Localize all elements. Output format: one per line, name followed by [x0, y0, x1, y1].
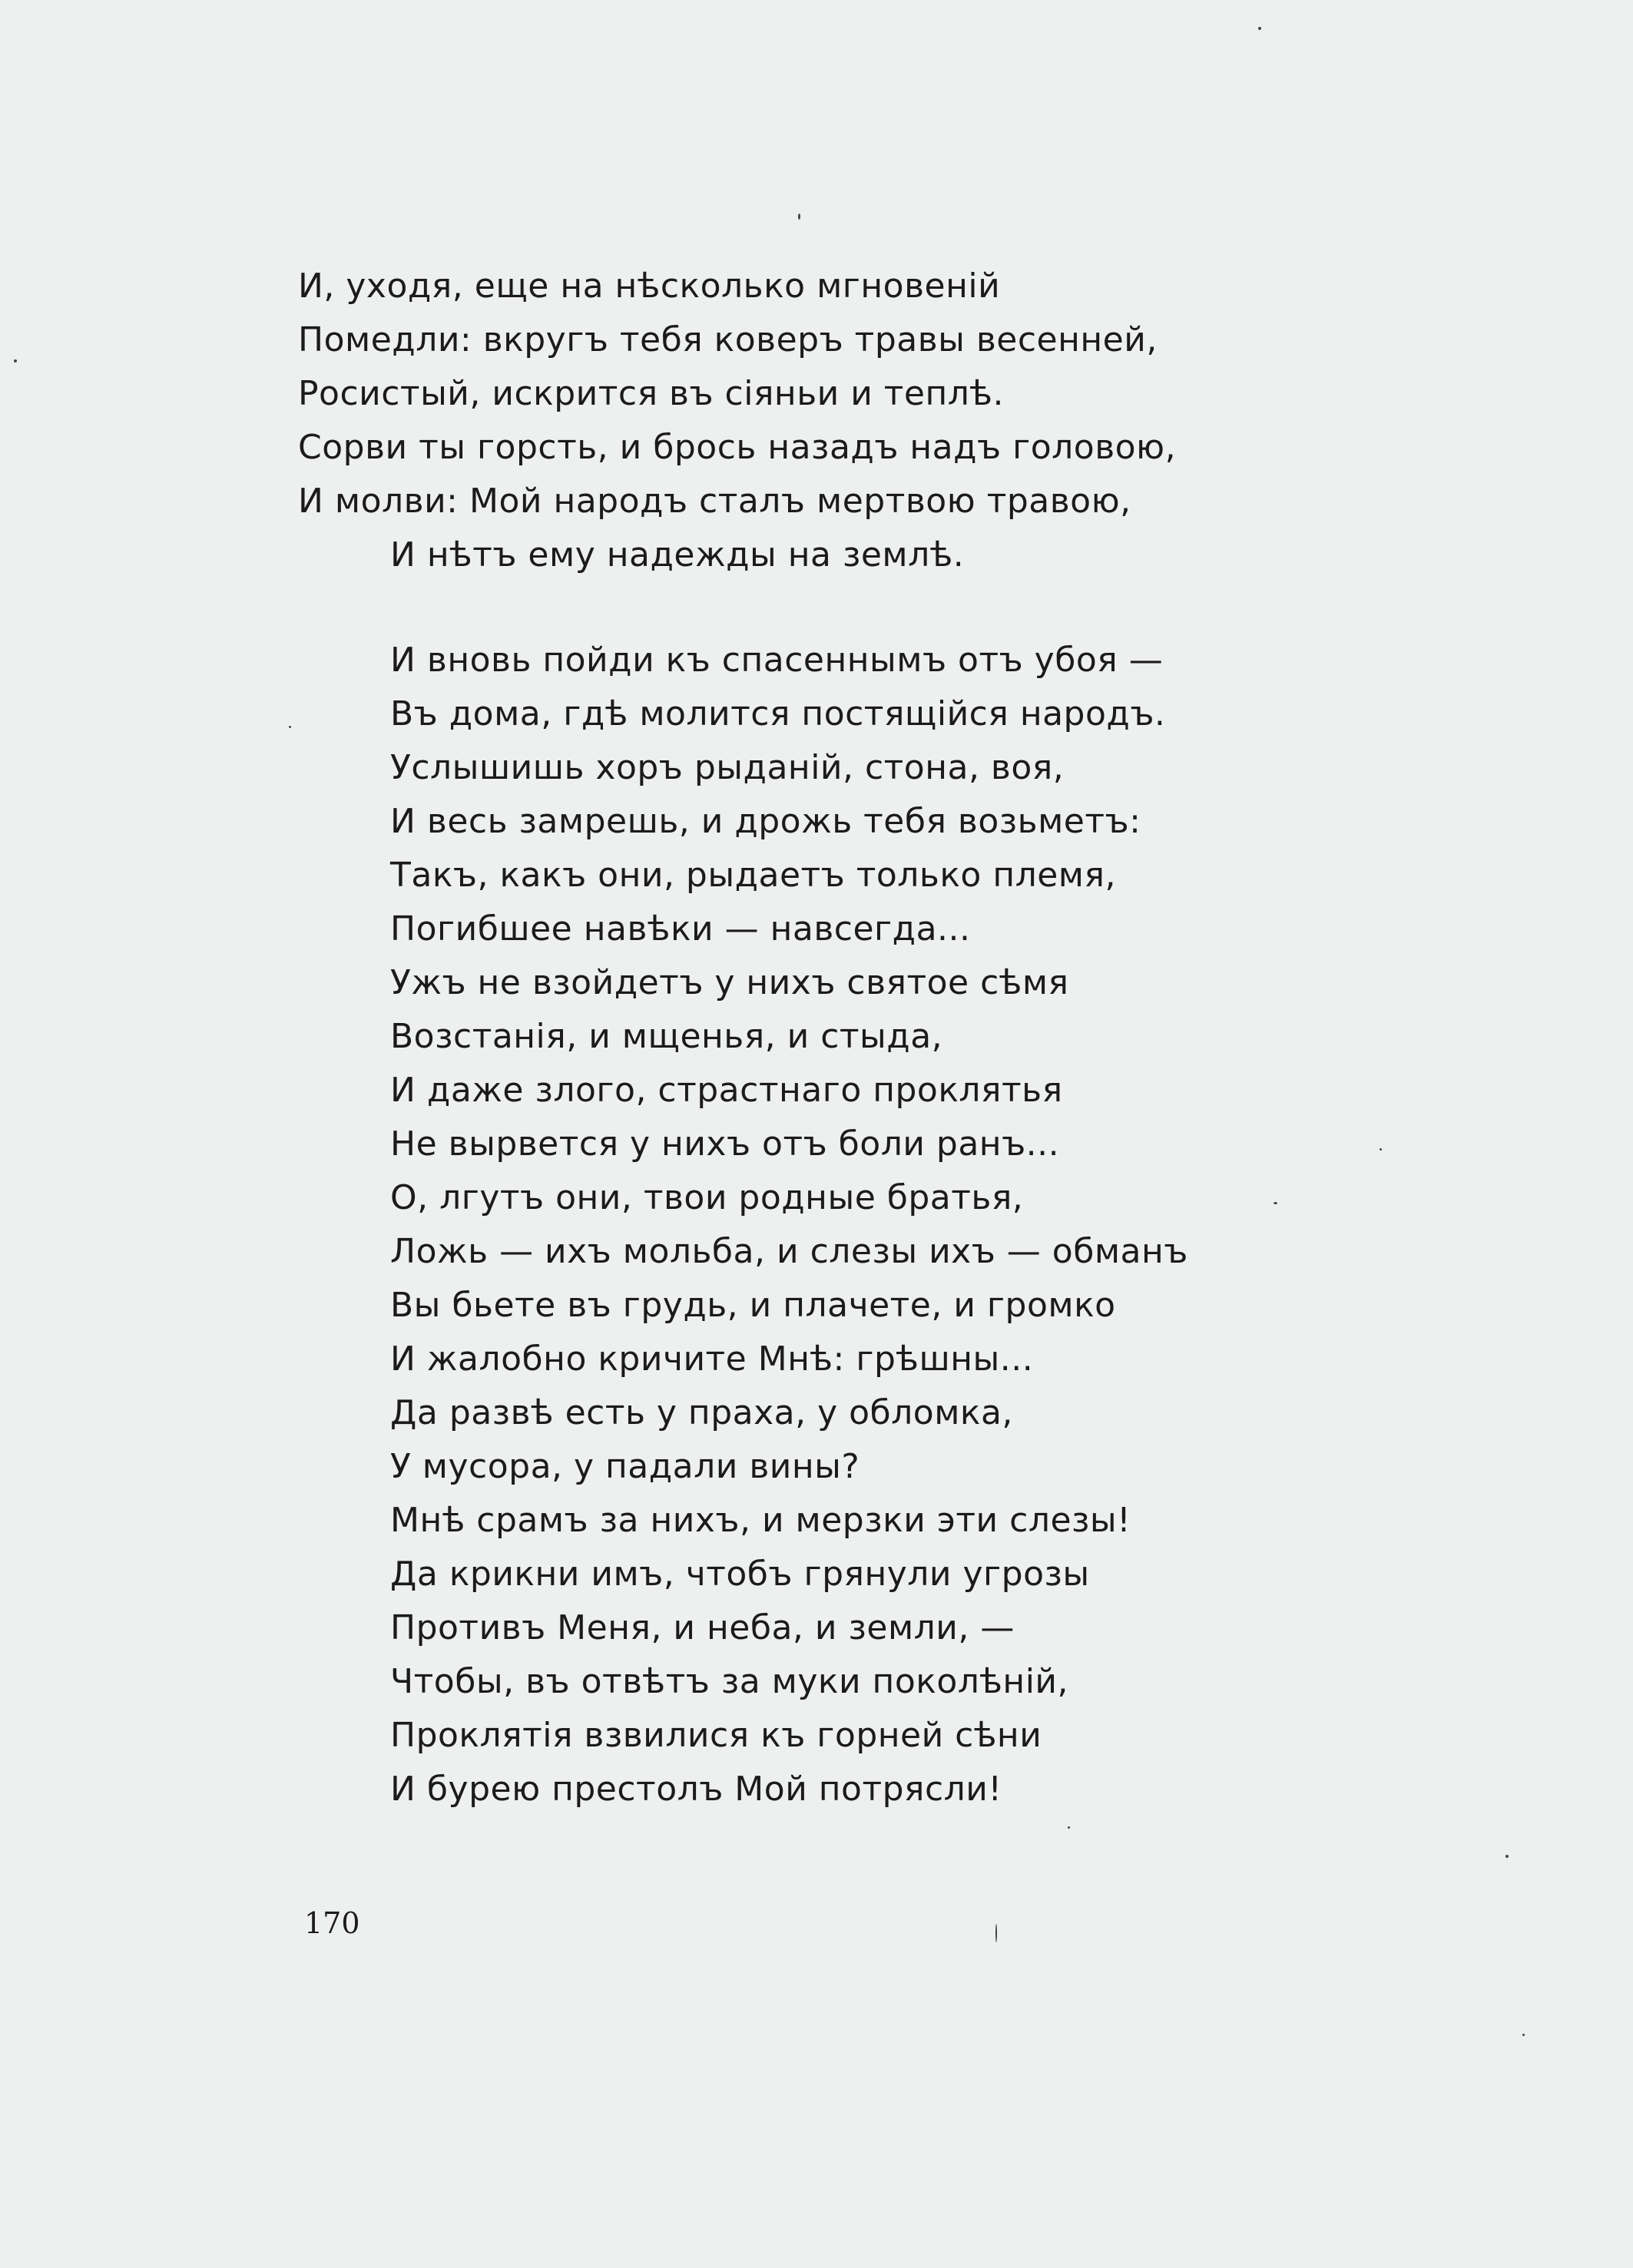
poem-line: О, лгутъ они, твои родные братья,: [390, 1178, 1024, 1217]
poem-line: Сорви ты горсть, и брось назадъ надъ головою,: [298, 428, 1177, 467]
poem-line: Ложь — ихъ мольба, и слезы ихъ — обманъ: [390, 1232, 1188, 1271]
poem-line: Мнѣ срамъ за нихъ, и мерзки эти слезы!: [390, 1501, 1131, 1540]
poem-line: Въ дома, гдѣ молится постящійся народъ.: [390, 694, 1166, 733]
poem-stanza-1: [298, 260, 1176, 582]
poem-line: Помедли: вкругъ тебя коверъ травы весенней,: [298, 320, 1158, 359]
paper-speck: [1274, 1202, 1277, 1204]
paper-speck: [1505, 1855, 1509, 1858]
poem-line: Возстанія, и мщенья, и стыда,: [390, 1017, 943, 1056]
poem-stanza-2: [390, 634, 1188, 1816]
paper-speck: [1522, 2034, 1525, 2036]
poem-line: Противъ Меня, и неба, и земли, —: [390, 1608, 1015, 1647]
poem-line: Вы бьете въ грудь, и плачете, и громко: [390, 1286, 1116, 1325]
poem-line: И, уходя, еще на нѣсколько мгновеній: [298, 267, 1001, 306]
paper-speck: [1380, 1148, 1382, 1151]
poem-line: Не вырвется у нихъ отъ боли ранъ...: [390, 1124, 1060, 1164]
poem-line: Такъ, какъ они, рыдаетъ только племя,: [390, 856, 1116, 895]
poem-line: И молви: Мой народъ сталъ мертвою травою,: [298, 482, 1131, 521]
poem-line: Ужъ не взойдетъ у нихъ святое сѣмя: [390, 963, 1069, 1002]
poem-line: И даже злого, страстнаго проклятья: [390, 1071, 1063, 1110]
poem-line: Чтобы, въ отвѣтъ за муки поколѣній,: [390, 1662, 1068, 1701]
poem-line: Проклятія взвилися къ горней сѣни: [390, 1716, 1042, 1755]
paper-speck: [289, 726, 291, 728]
poem-line: Росистый, искрится въ сіяньи и теплѣ.: [298, 374, 1004, 413]
paper-speck: [1068, 1826, 1070, 1829]
poem-line: Погибшее навѣки — навсегда...: [390, 909, 971, 949]
poem-line: И нѣтъ ему надежды на землѣ.: [390, 535, 965, 574]
poem-line: И весь замрешь, и дрожь тебя возьметъ:: [390, 802, 1141, 841]
paper-speck: [1258, 27, 1261, 30]
poem-line: Услышишь хоръ рыданій, стона, воя,: [390, 748, 1065, 787]
poem-line: И бурею престолъ Мой потрясли!: [390, 1770, 1002, 1809]
poem-line: И жалобно кричите Мнѣ: грѣшны...: [390, 1339, 1034, 1379]
paper-speck: [995, 1924, 997, 1942]
poem-line: И вновь пойди къ спасеннымъ отъ убоя —: [390, 641, 1164, 680]
page-number: 170: [304, 1906, 360, 1940]
poem-line: Да развѣ есть у праха, у обломка,: [390, 1393, 1013, 1432]
poem-line: У мусора, у падали вины?: [390, 1447, 860, 1486]
poem-line: Да крикни имъ, чтобъ грянули угрозы: [390, 1554, 1090, 1594]
paper-speck: [798, 214, 800, 220]
paper-speck: [14, 359, 17, 363]
